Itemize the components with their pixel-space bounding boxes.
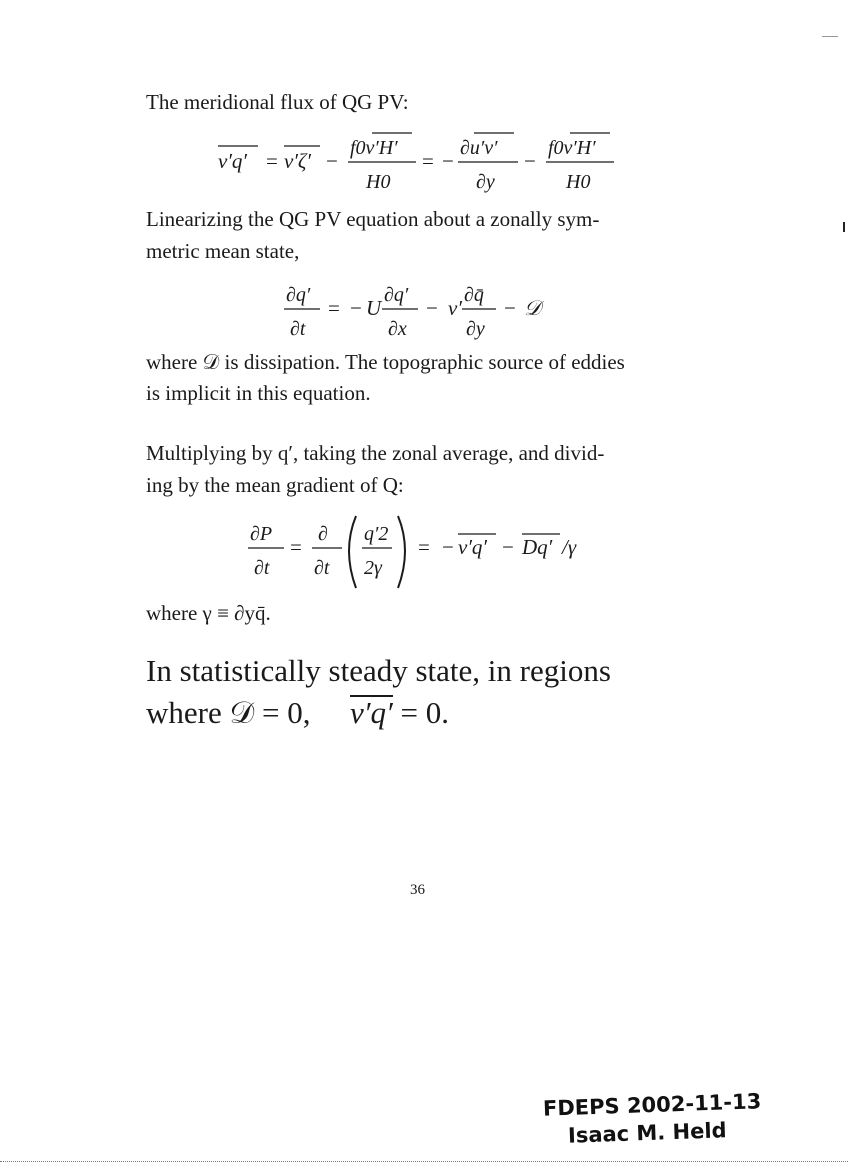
conclusion-line2-a: where 𝒟 = 0, (146, 695, 311, 730)
eq2-U: U (366, 296, 382, 320)
para-dissipation-line2: is implicit in this equation. (146, 381, 371, 405)
eq2-t3-den: ∂y (466, 318, 485, 340)
eq1-minus2: − (442, 149, 454, 173)
page-number: 36 (410, 882, 425, 898)
equation-linearized-pv-svg (284, 275, 564, 345)
equation-linearized-pv (284, 275, 564, 350)
stamp-line2: Isaac M. Held (567, 1118, 728, 1148)
eq3-t1-num: ∂P (250, 523, 273, 545)
eq2-v: v′ (448, 296, 462, 320)
intro-text: The meridional flux of QG PV: (146, 90, 409, 114)
equation-meridional-flux-svg (210, 128, 630, 198)
equation-meridional-flux (210, 128, 630, 203)
eq2-equals: = (328, 296, 340, 320)
scan-mark (843, 222, 845, 232)
eq3-inner-den: 2γ (364, 557, 382, 579)
eq1-frac2-den: ∂y (476, 171, 495, 193)
eq2-t2-num: ∂q′ (384, 284, 409, 306)
eq3-t1-den: ∂t (254, 557, 270, 579)
eq3-t2-num: ∂ (318, 523, 328, 545)
eq3-rhs2: Dq′ (522, 535, 553, 559)
eq1-equals: = (266, 149, 278, 173)
eq2-minus3: − (504, 296, 516, 320)
equation-pseudomomentum-svg (248, 510, 608, 600)
eq1-lhs: v′q′ (218, 149, 248, 173)
eq1-frac3-num: f0v′H′ (548, 137, 596, 159)
eq1-minus1: − (326, 149, 338, 173)
eq1-frac3-den: H0 (566, 171, 591, 193)
eq2-minus1: − (350, 296, 362, 320)
eq3-rhs1: v′q′ (458, 535, 488, 559)
stamp-line1: FDEPS 2002-11-13 (542, 1089, 762, 1121)
eq3-equals1: = (290, 535, 302, 559)
eq3-left-paren (349, 516, 356, 588)
para-linearizing-line1: Linearizing the QG PV equation about a zonally sym- (146, 207, 600, 231)
scan-edge-line (0, 1161, 848, 1162)
eq3-inner-num: q′2 (364, 523, 389, 545)
para-linearizing-line2: metric mean state, (146, 239, 300, 263)
conclusion-line2-c: = 0. (392, 695, 450, 730)
scan-mark-top (822, 36, 838, 37)
conclusion-line1: In statistically steady state, in regions (146, 653, 611, 688)
para-dissipation-line1: where 𝒟 is dissipation. The topographic source of eddies (146, 350, 625, 374)
eq2-t3-num: ∂q̄ (464, 284, 484, 306)
eq1-minus3: − (524, 149, 536, 173)
eq3-t2-den: ∂t (314, 557, 330, 579)
eq3-minus2: − (502, 535, 514, 559)
eq1-frac2-num: ∂u′v′ (460, 137, 498, 159)
eq2-D: 𝒟 (524, 296, 541, 320)
eq1-equals2: = (422, 149, 434, 173)
eq2-minus2: − (426, 296, 438, 320)
conclusion-flux: v′q′ (349, 695, 393, 730)
eq3-right-paren (398, 516, 405, 588)
eq1-frac1-num: f0v′H′ (350, 137, 398, 159)
equation-pseudomomentum (248, 510, 608, 605)
eq3-equals2: = (418, 535, 430, 559)
para-multiplying-line1: Multiplying by q′, taking the zonal average, and divid- (146, 441, 605, 465)
eq1-frac1-den: H0 (366, 171, 391, 193)
conclusion-line2 (146, 692, 449, 734)
eq2-t2-den: ∂x (388, 318, 407, 340)
eq2-lhs-den: ∂t (290, 318, 306, 340)
eq1-vz: v′ζ′ (284, 149, 312, 173)
para-gamma-def: where γ ≡ ∂yq̄. (146, 601, 271, 625)
para-multiplying-line2: ing by the mean gradient of Q: (146, 473, 404, 497)
eq2-lhs-num: ∂q′ (286, 284, 311, 306)
eq3-minus1: − (442, 535, 454, 559)
eq3-rhs3: /γ (562, 535, 577, 559)
